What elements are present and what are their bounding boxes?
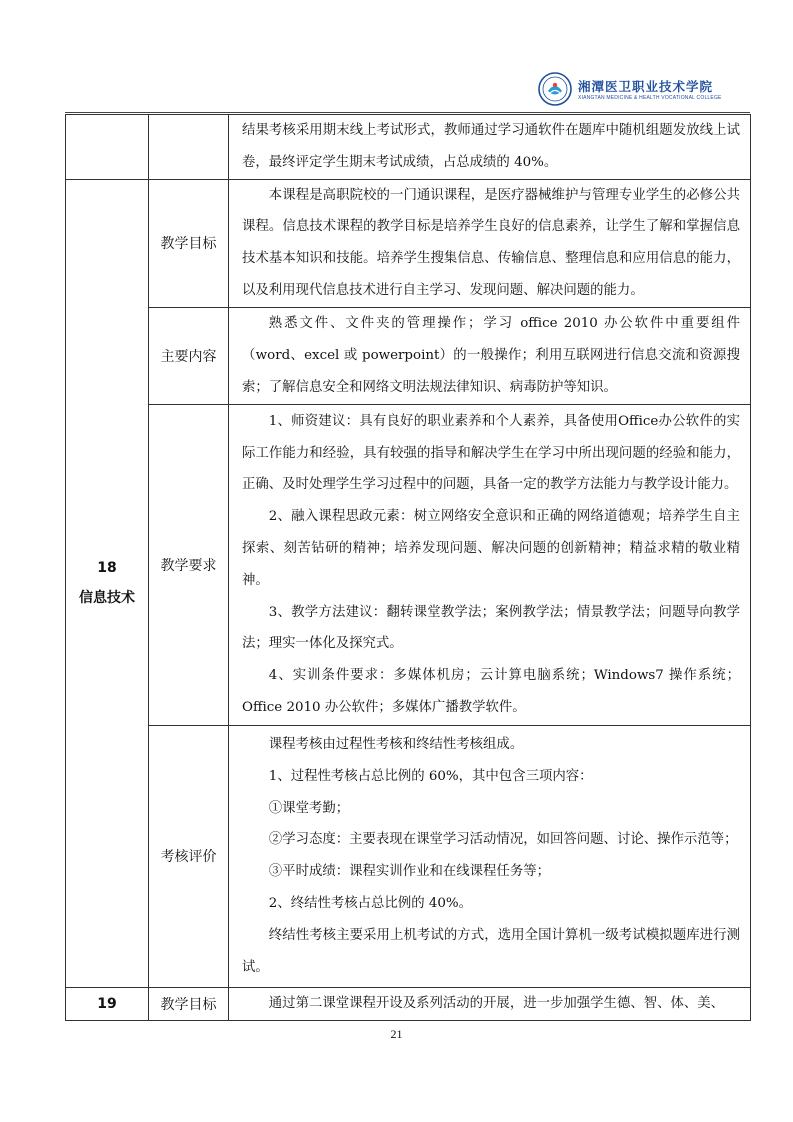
course-19-goal-cell <box>229 987 751 1020</box>
assessment-item: 1、过程性考核占总比例的 60%，其中包含三项内容： <box>268 768 593 784</box>
college-emblem-icon <box>538 72 572 106</box>
assessment-item: 课程考核由过程性考核和终结性考核组成。 <box>268 737 524 753</box>
curriculum-table <box>65 114 751 1021</box>
teaching-goal-cell <box>229 179 751 307</box>
course-19-goal-label: 教学目标 <box>149 987 229 1020</box>
main-content-text: 熟悉文件、文件夹的管理操作；学习 office 2010 办公软件中重要组件（word、excel 或 powerpoint）的一般操作；利用互联网进行信息交流和资源搜索；了解信息安全和网络文明法规法律知识、病毒防护等知识。 <box>242 316 740 395</box>
requirement-item: 4、实训条件要求：多媒体机房；云计算电脑系统；Windows7 操作系统；Office 2010 办公软件；多媒体广播教学软件。 <box>242 668 740 715</box>
header-divider <box>65 112 750 113</box>
table-row-continuation <box>66 115 751 180</box>
continuation-content-cell <box>229 115 751 180</box>
assessment-item: 2、终结性考核占总比例的 40%。 <box>268 896 473 912</box>
requirement-item: 2、融入课程思政元素：树立网络安全意识和正确的网络道德观；培养学生自主探索、刻苦钻研的精神；培养发现问题、解决问题的创新精神；精益求精的敬业精神。 <box>242 509 740 588</box>
assessment-item: ③平时成绩：课程实训作业和在线课程任务等； <box>268 864 550 880</box>
continuation-text: 结果考核采用期末线上考试形式，教师通过学习通软件在题库中随机组题发放线上试卷，最终评定学生期末考试成绩，占总成绩的 40%。 <box>242 123 740 170</box>
assessment-item: ①课堂考勤； <box>268 800 350 816</box>
requirement-item: 1、师资建议：具有良好的职业素养和个人素养，具备使用Office办公软件的实际工作能力和经验，具有较强的指导和解决学生在学习中所出现问题的经验和能力，正确、及时处理学生学习过程中的问题，具备一定的教学方法能力与教学设计能力。 <box>242 413 740 493</box>
assessment-item: ②学习态度：主要表现在课堂学习活动情况，如回答问题、讨论、操作示范等； <box>268 832 738 848</box>
table-row-course18-assessment <box>66 725 751 987</box>
college-name-cn: 湘潭医卫职业技术学院 <box>578 79 714 94</box>
assessment-item: 终结性考核主要采用上机考试的方式，选用全国计算机一级考试模拟题库进行测试。 <box>242 927 740 975</box>
page-number: 21 <box>390 1027 403 1041</box>
course-18-cell <box>66 179 149 987</box>
course-19-goal-text: 通过第二课堂课程开设及系列活动的开展，进一步加强学生德、智、体、美、 <box>268 995 725 1011</box>
label-cell-empty <box>149 115 229 180</box>
table-row-course18-goal <box>66 179 751 307</box>
number-cell-empty <box>66 115 149 180</box>
assessment-label: 考核评价 <box>149 725 229 987</box>
college-name-en: XIANGTAN MEDICINE & HEALTH VOCATIONAL COLLEGE <box>578 95 722 101</box>
course-19-number: 19 <box>66 987 149 1020</box>
table-row-course19-goal <box>66 987 751 1020</box>
teaching-requirements-cell <box>229 404 751 725</box>
college-logo <box>538 70 728 108</box>
table-row-course18-requirements <box>66 404 751 725</box>
assessment-cell <box>229 725 751 987</box>
main-content-cell <box>229 307 751 404</box>
main-content-label: 主要内容 <box>149 307 229 404</box>
requirement-item: 3、教学方法建议：翻转课堂教学法；案例教学法；情景教学法；问题导向教学法；理实一体化及探究式。 <box>242 604 740 652</box>
teaching-goal-text: 本课程是高职院校的一门通识课程，是医疗器械维护与管理专业学生的必修公共课程。信息技术课程的教学目标是培养学生良好的信息素养，让学生了解和掌握信息技术基本知识和技能。培养学生搜集信息、传输信息、整理信息和应用信息的能力，以及利用现代信息技术进行自主学习、发现问题、解决问题的能力。 <box>242 187 740 298</box>
table-row-course18-content <box>66 307 751 404</box>
course-number: 18 <box>97 560 117 577</box>
teaching-requirements-label: 教学要求 <box>149 404 229 725</box>
teaching-goal-label: 教学目标 <box>149 179 229 307</box>
course-name: 信息技术 <box>79 590 135 607</box>
